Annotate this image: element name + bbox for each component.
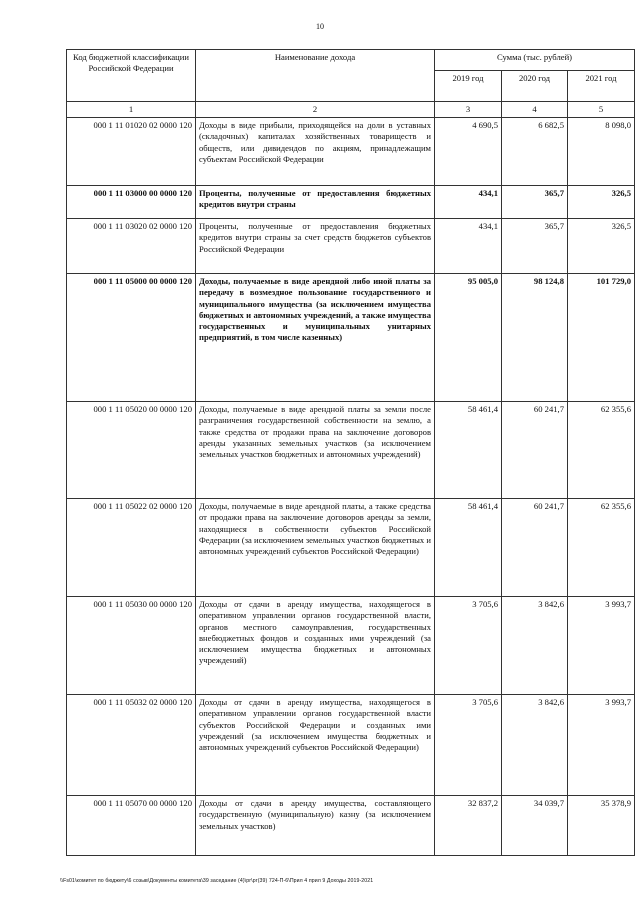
row-value-2020: 3 842,6 [502, 597, 568, 695]
row-value-2020: 60 241,7 [502, 499, 568, 597]
row-value-2021: 8 098,0 [568, 118, 635, 186]
table-row [67, 186, 635, 219]
row-value-2019: 434,1 [435, 186, 502, 219]
header-sum: Сумма (тыс. рублей) [435, 50, 635, 71]
row-value-2020: 60 241,7 [502, 402, 568, 499]
row-value-2020: 6 682,5 [502, 118, 568, 186]
header-code: Код бюджетной классификации Российской Федерации [67, 50, 196, 102]
file-path-footer: \\Fs01\комитет по бюджету\6 созыв\Документы комитета\39 заседание (4)\рг\рг(39) 724-П-6\Прил 4 прил 9 Доходы 2019-2021 [60, 878, 374, 884]
column-index: 4 [502, 102, 568, 118]
row-value-2020: 3 842,6 [502, 695, 568, 796]
table-row [67, 118, 635, 186]
row-value-2019: 3 705,6 [435, 695, 502, 796]
row-name: Доходы в виде прибыли, приходящейся на доли в уставных (складочных) капиталах хозяйственных товариществ и обществ, или дивидендов по акциям, принадлежащим субъектам Российской Федерации [196, 118, 435, 186]
row-code: 000 1 11 05070 00 0000 120 [67, 796, 196, 856]
row-code: 000 1 11 05020 00 0000 120 [67, 402, 196, 499]
table-row [67, 219, 635, 274]
row-code: 000 1 11 05022 02 0000 120 [67, 499, 196, 597]
page-number: 10 [316, 22, 324, 31]
row-value-2020: 365,7 [502, 186, 568, 219]
table-row [67, 499, 635, 597]
table-row [67, 597, 635, 695]
row-value-2021: 35 378,9 [568, 796, 635, 856]
row-value-2020: 98 124,8 [502, 274, 568, 402]
row-code: 000 1 11 03000 00 0000 120 [67, 186, 196, 219]
row-value-2021: 62 355,6 [568, 402, 635, 499]
row-value-2019: 4 690,5 [435, 118, 502, 186]
row-value-2021: 3 993,7 [568, 597, 635, 695]
row-code: 000 1 11 01020 02 0000 120 [67, 118, 196, 186]
row-code: 000 1 11 05000 00 0000 120 [67, 274, 196, 402]
row-value-2019: 58 461,4 [435, 499, 502, 597]
row-value-2019: 434,1 [435, 219, 502, 274]
table-row [67, 402, 635, 499]
table-row [67, 695, 635, 796]
header-name: Наименование дохода [196, 50, 435, 102]
row-name: Проценты, полученные от предоставления бюджетных кредитов внутри страны за счет средств бюджетов субъектов Российской Федерации [196, 219, 435, 274]
row-value-2021: 326,5 [568, 186, 635, 219]
row-value-2021: 326,5 [568, 219, 635, 274]
column-index: 1 [67, 102, 196, 118]
row-name: Доходы от сдачи в аренду имущества, находящегося в оперативном управлении органов государственной власти субъектов Российской Федерации и созданных ими учреждений (за исключением имущества бюджетных и автономных учреждений субъектов Российской Федерации) [196, 695, 435, 796]
column-index: 2 [196, 102, 435, 118]
row-value-2020: 34 039,7 [502, 796, 568, 856]
row-value-2021: 62 355,6 [568, 499, 635, 597]
table-row [67, 274, 635, 402]
row-code: 000 1 11 05032 02 0000 120 [67, 695, 196, 796]
column-index: 3 [435, 102, 502, 118]
row-value-2019: 58 461,4 [435, 402, 502, 499]
row-value-2019: 3 705,6 [435, 597, 502, 695]
budget-income-table [66, 49, 635, 856]
row-name: Доходы от сдачи в аренду имущества, находящегося в оперативном управлении органов государственной власти, органов местного самоуправления, государственных внебюджетных фондов и созданных ими учреждений (за исключением имущества бюджетных и автономных учреждений) [196, 597, 435, 695]
row-name: Доходы, получаемые в виде арендной либо иной платы за передачу в возмездное пользование государственного и муниципального имущества (за исключением имущества бюджетных и автономных учреждений, а также имущества государственных и муниципальных унитарных предприятий, в том числе казенных) [196, 274, 435, 402]
row-value-2020: 365,7 [502, 219, 568, 274]
row-code: 000 1 11 03020 02 0000 120 [67, 219, 196, 274]
row-name: Доходы, получаемые в виде арендной платы за земли после разграничения государственной собственности на землю, а также средства от продажи права на заключение договоров аренды указанных земельных участков (за исключением земельных участков бюджетных и автономных учреждений) [196, 402, 435, 499]
row-name: Доходы от сдачи в аренду имущества, составляющего государственную (муниципальную) казну (за исключением земельных участков) [196, 796, 435, 856]
table-row [67, 796, 635, 856]
header-year-2019: 2019 год [435, 71, 502, 102]
header-year-2021: 2021 год [568, 71, 635, 102]
row-value-2021: 3 993,7 [568, 695, 635, 796]
row-code: 000 1 11 05030 00 0000 120 [67, 597, 196, 695]
row-value-2019: 95 005,0 [435, 274, 502, 402]
column-index: 5 [568, 102, 635, 118]
row-name: Доходы, получаемые в виде арендной платы, а также средства от продажи права на заключение договоров аренды за земли, находящиеся в собственности субъектов Российской Федерации (за исключением земельных участков бюджетных и автономных учреждений субъектов Российской Федерации) [196, 499, 435, 597]
header-year-2020: 2020 год [502, 71, 568, 102]
row-name: Проценты, полученные от предоставления бюджетных кредитов внутри страны [196, 186, 435, 219]
row-value-2019: 32 837,2 [435, 796, 502, 856]
row-value-2021: 101 729,0 [568, 274, 635, 402]
